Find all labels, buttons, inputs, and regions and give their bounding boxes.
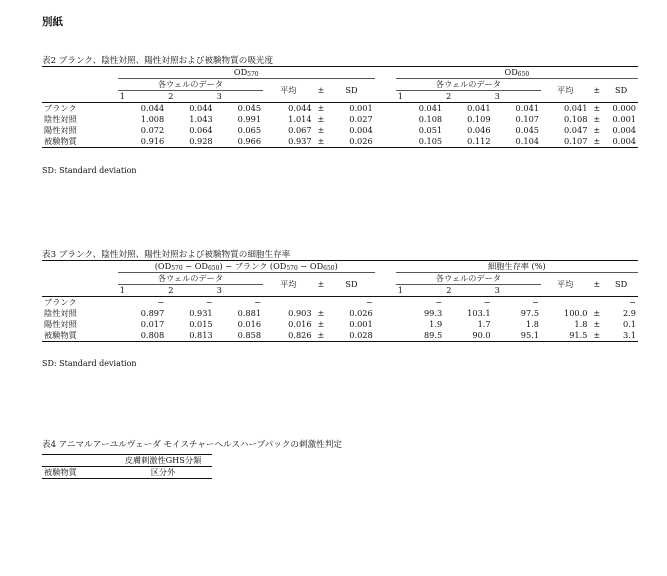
cell-value: 0.105 — [396, 136, 444, 148]
row-label: ブランク — [44, 297, 77, 307]
mean-header: 平均 — [263, 273, 314, 297]
pm-sign: ± — [314, 136, 329, 148]
well-number: 3 — [215, 91, 263, 103]
pm-sign: ± — [589, 330, 604, 342]
row-label: 陰性対照 — [44, 114, 77, 124]
cell-value: 1.008 — [140, 114, 165, 124]
cell-value: 0.064 — [189, 125, 213, 135]
cell-value: 99.3 — [423, 308, 443, 318]
well-number: 2 — [444, 285, 492, 297]
cell-value: 103.1 — [467, 308, 491, 318]
mean-value: 0.041 — [563, 103, 588, 113]
row-label: 陰性対照 — [44, 308, 77, 318]
row-label: 陽性対照 — [44, 319, 77, 329]
sd-value: 0.001 — [349, 319, 373, 329]
cell-value: 0.108 — [418, 114, 443, 124]
mean-header: 平均 — [263, 79, 314, 103]
pm-sign: ± — [317, 103, 325, 113]
cell-value: 90.0 — [444, 330, 492, 342]
pm-sign: ± — [314, 330, 329, 342]
sd-value: 2.9 — [622, 308, 636, 318]
cell-value: − — [157, 297, 165, 307]
pm-sign: ± — [317, 319, 325, 329]
sd-value: 3.1 — [604, 330, 638, 342]
cell-value: 0.966 — [215, 136, 263, 148]
mean-value — [541, 297, 589, 309]
table-row — [42, 319, 638, 330]
sd-value: 0.027 — [349, 114, 373, 124]
mean-value: 100.0 — [564, 308, 588, 318]
cell-value: 0.112 — [444, 136, 492, 148]
sd-value: − — [629, 297, 636, 307]
well-number: 2 — [444, 91, 492, 103]
mean-header: 平均 — [541, 79, 589, 103]
well-number: 1 — [118, 91, 166, 103]
cell-value: 0.044 — [140, 103, 165, 113]
wells-header: 各ウェルのデータ — [118, 273, 263, 285]
pm-sign: ± — [593, 125, 601, 135]
wells-header: 各ウェルのデータ — [396, 79, 541, 91]
mean-value: 0.108 — [563, 114, 588, 124]
sd-value: 0.000 — [612, 103, 636, 113]
mean-value: 0.044 — [288, 103, 312, 113]
cell-value: 0.044 — [189, 103, 213, 113]
well-number: 1 — [396, 91, 444, 103]
mean-value: 91.5 — [541, 330, 589, 342]
cell-value: 0.041 — [418, 103, 443, 113]
cell-value: 0.045 — [237, 103, 262, 113]
cell-value: 0.015 — [189, 319, 213, 329]
mean-value: 1.014 — [288, 114, 312, 124]
pm-sign — [589, 297, 604, 309]
sd-header: SD — [328, 273, 374, 297]
sd-value: 0.004 — [349, 125, 373, 135]
sd-value: − — [365, 297, 373, 307]
wells-header: 各ウェルのデータ — [396, 273, 541, 285]
cell-value: 0.017 — [140, 319, 165, 329]
cell-value: 0.991 — [237, 114, 262, 124]
pm-sign: ± — [593, 308, 601, 318]
sd-value: 0.004 — [604, 136, 638, 148]
table-row — [42, 297, 638, 309]
cell-value: 0.041 — [515, 103, 539, 113]
sd-header: SD — [604, 79, 638, 103]
cell-value: − — [532, 297, 540, 307]
od570-header: $OD_{570}$ — [118, 67, 375, 79]
well-number: 2 — [166, 285, 214, 297]
cell-value: 0.813 — [166, 330, 214, 342]
cell-value: 0.046 — [467, 125, 491, 135]
table-row — [42, 467, 212, 479]
mean-value: 1.8 — [574, 319, 588, 329]
cell-value: 0.881 — [237, 308, 262, 318]
table-row — [42, 136, 638, 148]
table4-caption: 表4 アニマルアーユルヴェーダ モイスチャーヘルスハーブパックの刺激性判定 — [42, 440, 342, 450]
sd-value: 0.1 — [622, 319, 636, 329]
sd-header: SD — [604, 273, 638, 297]
pm-sign: ± — [317, 114, 325, 124]
mean-value: 0.016 — [288, 319, 312, 329]
row-label: 被験物質 — [42, 136, 118, 148]
row-label: 陽性対照 — [44, 125, 77, 135]
well-number: 3 — [493, 285, 541, 297]
pm-sign: ± — [593, 319, 601, 329]
cell-value: 0.808 — [118, 330, 166, 342]
pm-sign: ± — [317, 125, 325, 135]
cell-value: 0.016 — [237, 319, 262, 329]
row-label: 被験物質 — [42, 330, 118, 342]
cell-value: − — [435, 297, 443, 307]
well-number: 1 — [396, 285, 444, 297]
pm-header: ± — [314, 79, 329, 103]
pm-sign: ± — [317, 308, 325, 318]
cell-value: 0.072 — [140, 125, 165, 135]
row-label: ブランク — [44, 103, 77, 113]
cell-value: 1.7 — [477, 319, 491, 329]
cell-value: 95.1 — [493, 330, 541, 342]
pm-sign: ± — [589, 136, 604, 148]
cell-value: 1.9 — [429, 319, 443, 329]
ghs-header: 皮膚刺激性GHS分類 — [114, 455, 212, 467]
sd-value: 0.001 — [349, 103, 373, 113]
pm-sign: ± — [593, 103, 601, 113]
cell-value: 89.5 — [396, 330, 444, 342]
cell-value: 1.043 — [189, 114, 213, 124]
corrected-od-header: $(OD_{570} - OD_{650})$ − ブランク $(OD_{570} - OD_{650})$ — [118, 261, 375, 273]
mean-value: 0.826 — [263, 330, 314, 342]
cell-value: 0.051 — [418, 125, 443, 135]
cell-value: − — [254, 297, 262, 307]
table2-footnote: SD: Standard deviation — [42, 166, 137, 175]
cell-value: 0.041 — [467, 103, 491, 113]
irritation-table — [42, 454, 212, 479]
table-row — [42, 125, 638, 136]
table3-footnote: SD: Standard deviation — [42, 359, 137, 368]
cell-value: 0.104 — [493, 136, 541, 148]
table-row — [42, 103, 638, 115]
row-label: 被験物質 — [42, 467, 114, 479]
pm-header: ± — [589, 273, 604, 297]
cell-value: − — [205, 297, 213, 307]
wells-header: 各ウェルのデータ — [118, 79, 263, 91]
sd-value: 0.028 — [328, 330, 374, 342]
cell-value: 0.858 — [215, 330, 263, 342]
table3-caption: 表3 ブランク、陰性対照、陽性対照および被験物質の細胞生存率 — [42, 250, 291, 260]
table2-caption: 表2 ブランク、陰性対照、陽性対照および被験物質の吸光度 — [42, 56, 274, 66]
mean-value — [263, 297, 314, 309]
table-row — [42, 330, 638, 342]
well-number: 3 — [215, 285, 263, 297]
mean-value: 0.067 — [288, 125, 312, 135]
od650-header: $OD_{650}$ — [396, 67, 638, 79]
sd-value: 0.001 — [612, 114, 636, 124]
cell-value: 0.931 — [189, 308, 213, 318]
mean-header: 平均 — [541, 273, 589, 297]
cell-value: 0.109 — [467, 114, 491, 124]
cell-value: 0.045 — [515, 125, 539, 135]
mean-value: 0.047 — [563, 125, 588, 135]
cell-value: 0.928 — [166, 136, 214, 148]
mean-value: 0.107 — [541, 136, 589, 148]
cell-value: 0.107 — [515, 114, 539, 124]
mean-value: 0.937 — [263, 136, 314, 148]
pm-sign — [314, 297, 329, 309]
page-title: 別紙 — [42, 16, 63, 28]
cell-value: 1.8 — [526, 319, 540, 329]
table-row — [42, 114, 638, 125]
ghs-value: 区分外 — [114, 467, 212, 479]
sd-value: 0.026 — [328, 136, 374, 148]
cell-value: 0.065 — [237, 125, 262, 135]
well-number: 2 — [166, 91, 214, 103]
viability-header: 細胞生存率 (%) — [396, 261, 638, 273]
pm-sign: ± — [593, 114, 601, 124]
sd-value: 0.004 — [612, 125, 636, 135]
absorbance-table — [42, 66, 638, 148]
pm-header: ± — [314, 273, 329, 297]
sd-header: SD — [328, 79, 374, 103]
table-row — [42, 308, 638, 319]
mean-value: 0.903 — [288, 308, 312, 318]
pm-header: ± — [589, 79, 604, 103]
sd-value: 0.026 — [349, 308, 373, 318]
viability-table — [42, 260, 638, 342]
well-number: 1 — [118, 285, 166, 297]
well-number: 3 — [493, 91, 541, 103]
cell-value: 97.5 — [520, 308, 540, 318]
cell-value: 0.897 — [140, 308, 165, 318]
cell-value: 0.916 — [118, 136, 166, 148]
cell-value: − — [483, 297, 491, 307]
